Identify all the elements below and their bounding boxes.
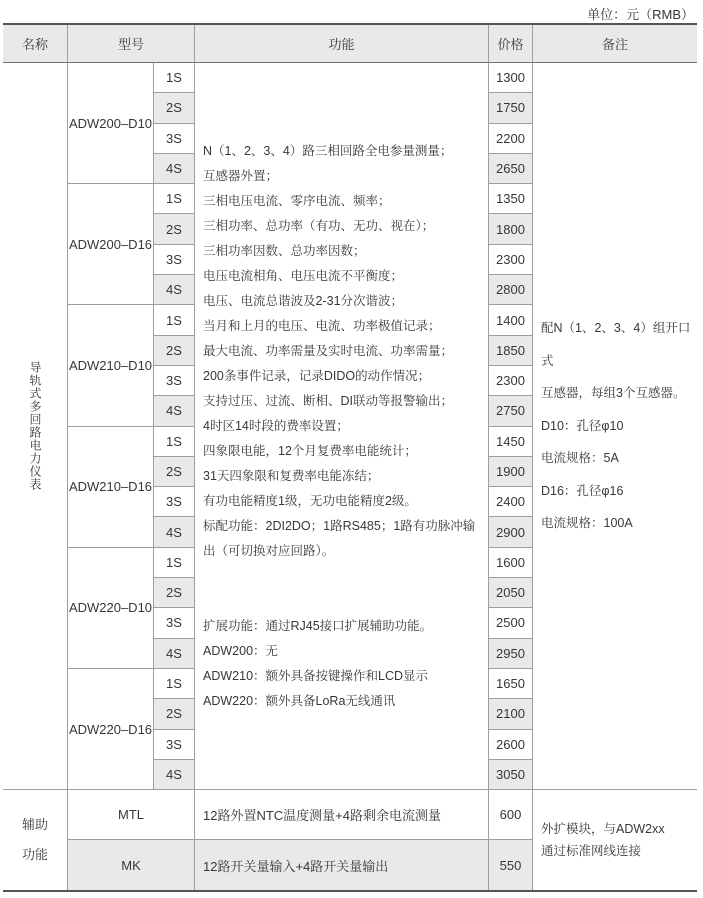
price-cell: 1450	[489, 427, 533, 457]
remark-line: 互感器，每组3个互感器。	[541, 386, 686, 401]
price-cell: 1750	[489, 93, 533, 123]
aux-model-cell: MTL	[68, 790, 195, 840]
price-table	[3, 23, 697, 892]
spec-cell: 1S	[154, 305, 195, 335]
function-line: 支持过压、过流、断相、DI联动等报警输出；	[203, 393, 454, 408]
function-line: 三相功率因数、总功率因数；	[203, 243, 366, 258]
price-cell: 1350	[489, 184, 533, 214]
price-cell: 2300	[489, 366, 533, 396]
function-line: 四象限电能，12个月复费率电能统计；	[203, 443, 417, 458]
unit-label: 单位：元（RMB）	[587, 7, 694, 22]
spec-cell: 2S	[154, 93, 195, 123]
function-line: 有功电能精度1级，无功电能精度2级。	[203, 493, 417, 508]
price-cell: 2750	[489, 396, 533, 426]
spec-cell: 2S	[154, 214, 195, 244]
function-line: 互感器外置；	[203, 168, 279, 183]
price-cell: 1400	[489, 305, 533, 335]
function-line: 标配功能：2DI2DO；1路RS485；1路有功脉冲输出（可切换对应回路）。	[203, 518, 476, 558]
function-line: 最大电流、功率需量及实时电流、功率需量；	[203, 343, 454, 358]
spec-cell: 2S	[154, 699, 195, 729]
spec-cell: 4S	[154, 275, 195, 305]
price-cell: 2900	[489, 517, 533, 547]
function-line: ADW220：额外具备LoRa无线通讯	[203, 693, 396, 708]
spec-cell: 1S	[154, 184, 195, 214]
spec-cell: 4S	[154, 396, 195, 426]
price-cell: 1850	[489, 336, 533, 366]
spec-cell: 4S	[154, 639, 195, 669]
model-cell: ADW210–D10	[68, 305, 154, 426]
spec-cell: 1S	[154, 669, 195, 699]
spec-cell: 3S	[154, 608, 195, 638]
aux-function-cell: 12路开关量输入+4路开关量输出	[195, 840, 489, 890]
model-cell: ADW220–D10	[68, 548, 154, 669]
spec-cell: 3S	[154, 245, 195, 275]
spec-cell: 3S	[154, 124, 195, 154]
price-cell: 2950	[489, 639, 533, 669]
function-line: 31天四象限和复费率电能冻结；	[203, 468, 380, 483]
spec-cell: 4S	[154, 154, 195, 184]
price-cell: 2050	[489, 578, 533, 608]
remark-line: 电流规格：100A	[541, 516, 633, 531]
model-cell: ADW200–D10	[68, 63, 154, 184]
price-cell: 2800	[489, 275, 533, 305]
price-cell: 1600	[489, 548, 533, 578]
spec-cell: 3S	[154, 487, 195, 517]
function-line: N（1、2、3、4）路三相回路全电参量测量；	[203, 143, 453, 158]
price-cell: 2200	[489, 124, 533, 154]
price-cell: 2500	[489, 608, 533, 638]
aux-price-cell: 550	[489, 840, 533, 890]
function-line: 三相功率、总功率（有功、无功、视在）；	[203, 218, 435, 233]
model-cell: ADW220–D16	[68, 669, 154, 790]
price-cell: 1650	[489, 669, 533, 699]
aux-name-cell	[3, 790, 68, 890]
spec-cell: 4S	[154, 517, 195, 547]
remark-cell	[533, 63, 697, 790]
spec-cell: 1S	[154, 63, 195, 93]
price-cell: 3050	[489, 760, 533, 790]
aux-remark-cell	[533, 790, 697, 890]
function-gap	[203, 564, 482, 614]
spec-cell: 1S	[154, 427, 195, 457]
aux-model-cell: MK	[68, 840, 195, 890]
function-line: 电压电流相角、电压电流不平衡度；	[203, 268, 404, 283]
price-cell: 2600	[489, 730, 533, 760]
remark-line: 电流规格：5A	[541, 451, 619, 466]
function-line: 扩展功能：通过RJ45接口扩展辅助功能。	[203, 618, 433, 633]
function-line: ADW210：额外具备按键操作和LCD显示	[203, 668, 429, 683]
function-cell	[195, 63, 489, 790]
spec-cell: 3S	[154, 730, 195, 760]
remark-line: D10：孔径φ10	[541, 418, 624, 433]
price-cell: 1900	[489, 457, 533, 487]
function-line: 当月和上月的电压、电流、功率极值记录；	[203, 318, 441, 333]
function-line: 三相电压电流、零序电流、频率；	[203, 193, 391, 208]
function-line: 200条事件记录，记录DIDO的动作情况；	[203, 368, 431, 383]
price-cell: 2300	[489, 245, 533, 275]
aux-name-line: 辅助	[21, 817, 48, 833]
function-line: 电压、电流总谐波及2-31分次谐波；	[203, 293, 404, 308]
price-cell: 2100	[489, 699, 533, 729]
remark-line: 通过标准网线连接	[541, 844, 642, 859]
spec-cell: 3S	[154, 366, 195, 396]
model-cell: ADW210–D16	[68, 427, 154, 548]
remark-line: 外扩模块，与ADW2xx	[541, 822, 665, 837]
header-name: 名称	[3, 25, 68, 63]
remark-line: D16：孔径φ16	[541, 483, 624, 498]
remark-line: 配N（1、2、3、4）组开口式	[541, 321, 691, 368]
price-cell: 2650	[489, 154, 533, 184]
model-cell: ADW200–D16	[68, 184, 154, 305]
header-model: 型号	[68, 25, 195, 63]
price-cell: 2400	[489, 487, 533, 517]
price-cell: 1800	[489, 214, 533, 244]
header-function: 功能	[195, 25, 489, 63]
aux-function-cell: 12路外置NTC温度测量+4路剩余电流测量	[195, 790, 489, 840]
spec-cell: 1S	[154, 548, 195, 578]
spec-cell: 4S	[154, 760, 195, 790]
aux-price-cell: 600	[489, 790, 533, 840]
header-remark: 备注	[533, 25, 697, 63]
spec-cell: 2S	[154, 336, 195, 366]
aux-name-line: 功能	[21, 847, 48, 863]
function-line: ADW200：无	[203, 643, 279, 658]
product-name-text: 导轨式多回路电力仪表	[28, 361, 42, 492]
header-price: 价格	[489, 25, 533, 63]
spec-cell: 2S	[154, 457, 195, 487]
product-name-cell	[3, 63, 68, 790]
price-cell: 1300	[489, 63, 533, 93]
function-line: 4时区14时段的费率设置；	[203, 418, 349, 433]
spec-cell: 2S	[154, 578, 195, 608]
